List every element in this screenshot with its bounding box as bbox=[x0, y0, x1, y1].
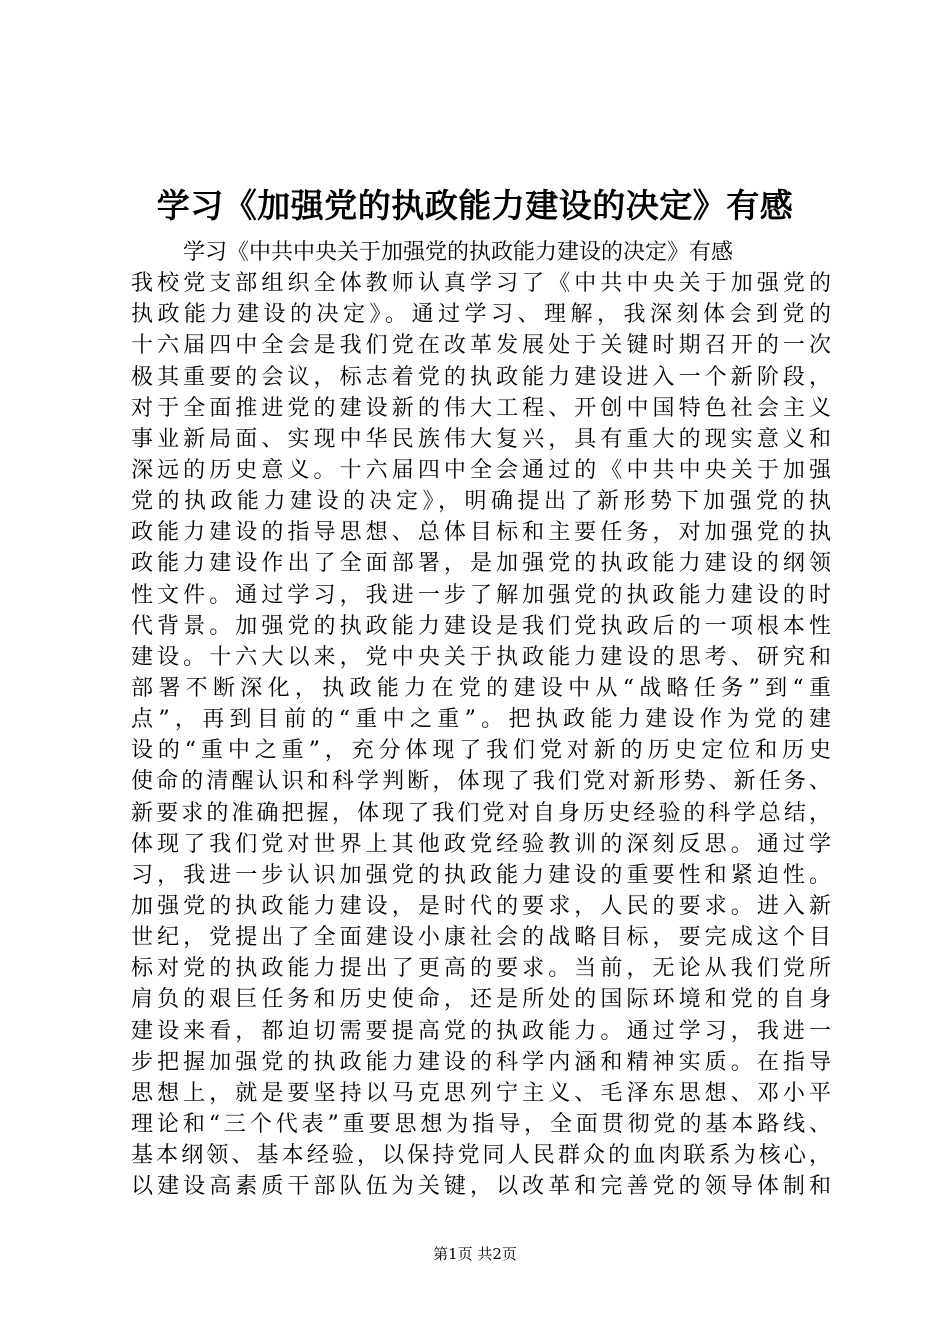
text-line: 学习《中共中央关于加强党的执政能力建设的决定》有感 bbox=[183, 240, 734, 265]
text-line: 事业新局面、实现中华民族伟大复兴，具有重大的现实意义和 bbox=[131, 426, 831, 452]
text-line: 政能力建设作出了全面部署，是加强党的执政能力建设的纲领 bbox=[131, 551, 831, 577]
text-line: 我校党支部组织全体教师认真学习了《中共中央关于加强党的 bbox=[131, 271, 831, 297]
text-line: 体现了我们党对世界上其他政党经验教训的深刻反思。通过学 bbox=[131, 831, 831, 857]
text-line: 执政能力建设的决定》。通过学习、理解，我深刻体会到党的 bbox=[131, 302, 831, 328]
text-line: 步把握加强党的执政能力建设的科学内涵和精神实质。在指导 bbox=[131, 1049, 831, 1075]
text-line: 标对党的执政能力提出了更高的要求。当前，无论从我们党所 bbox=[131, 956, 831, 982]
text-line: 设的“重中之重”，充分体现了我们党对新的历史定位和历史 bbox=[131, 738, 831, 764]
text-line: 政能力建设的指导思想、总体目标和主要任务，对加强党的执 bbox=[131, 520, 831, 546]
text-line: 基本纲领、基本经验，以保持党同人民群众的血肉联系为核心， bbox=[131, 1143, 831, 1169]
text-line: 代背景。加强党的执政能力建设是我们党执政后的一项根本性 bbox=[131, 613, 831, 639]
text-line: 加强党的执政能力建设，是时代的要求，人民的要求。进入新 bbox=[131, 893, 831, 919]
page-footer: 第1页 共2页 bbox=[433, 1245, 517, 1263]
text-line: 新要求的准确把握，体现了我们党对自身历史经验的科学总结， bbox=[131, 800, 831, 826]
text-line: 以建设高素质干部队伍为关键，以改革和完善党的领导体制和 bbox=[131, 1174, 831, 1200]
text-line: 世纪，党提出了全面建设小康社会的战略目标，要完成这个目 bbox=[131, 925, 831, 951]
document-title: 学习《加强党的执政能力建设的决定》有感 bbox=[156, 186, 794, 225]
text-line: 使命的清醒认识和科学判断，体现了我们党对新形势、新任务、 bbox=[131, 769, 831, 795]
text-line: 极其重要的会议，标志着党的执政能力建设进入一个新阶段， bbox=[131, 364, 831, 390]
text-line: 点”，再到目前的“重中之重”。把执政能力建设作为党的建 bbox=[131, 707, 831, 733]
body-text bbox=[131, 237, 831, 1202]
text-line: 对于全面推进党的建设新的伟大工程、开创中国特色社会主义 bbox=[131, 395, 831, 421]
text-line: 党的执政能力建设的决定》，明确提出了新形势下加强党的执 bbox=[131, 489, 831, 515]
text-line: 肩负的艰巨任务和历史使命，还是所处的国际环境和党的自身 bbox=[131, 987, 831, 1013]
text-line: 思想上，就是要坚持以马克思列宁主义、毛泽东思想、邓小平 bbox=[131, 1080, 831, 1106]
text-line: 十六届四中全会是我们党在改革发展处于关键时期召开的一次 bbox=[131, 333, 831, 359]
text-line: 性文件。通过学习，我进一步了解加强党的执政能力建设的时 bbox=[131, 582, 831, 608]
text-line: 建设来看，都迫切需要提高党的执政能力。通过学习，我进一 bbox=[131, 1018, 831, 1044]
text-line: 深远的历史意义。十六届四中全会通过的《中共中央关于加强 bbox=[131, 457, 831, 483]
text-line: 理论和“三个代表”重要思想为指导，全面贯彻党的基本路线、 bbox=[131, 1111, 831, 1137]
text-line: 建设。十六大以来，党中央关于执政能力建设的思考、研究和 bbox=[131, 644, 831, 670]
text-line: 部署不断深化，执政能力在党的建设中从“战略任务”到“重 bbox=[131, 675, 831, 701]
text-line: 习，我进一步认识加强党的执政能力建设的重要性和紧迫性。 bbox=[131, 862, 831, 888]
